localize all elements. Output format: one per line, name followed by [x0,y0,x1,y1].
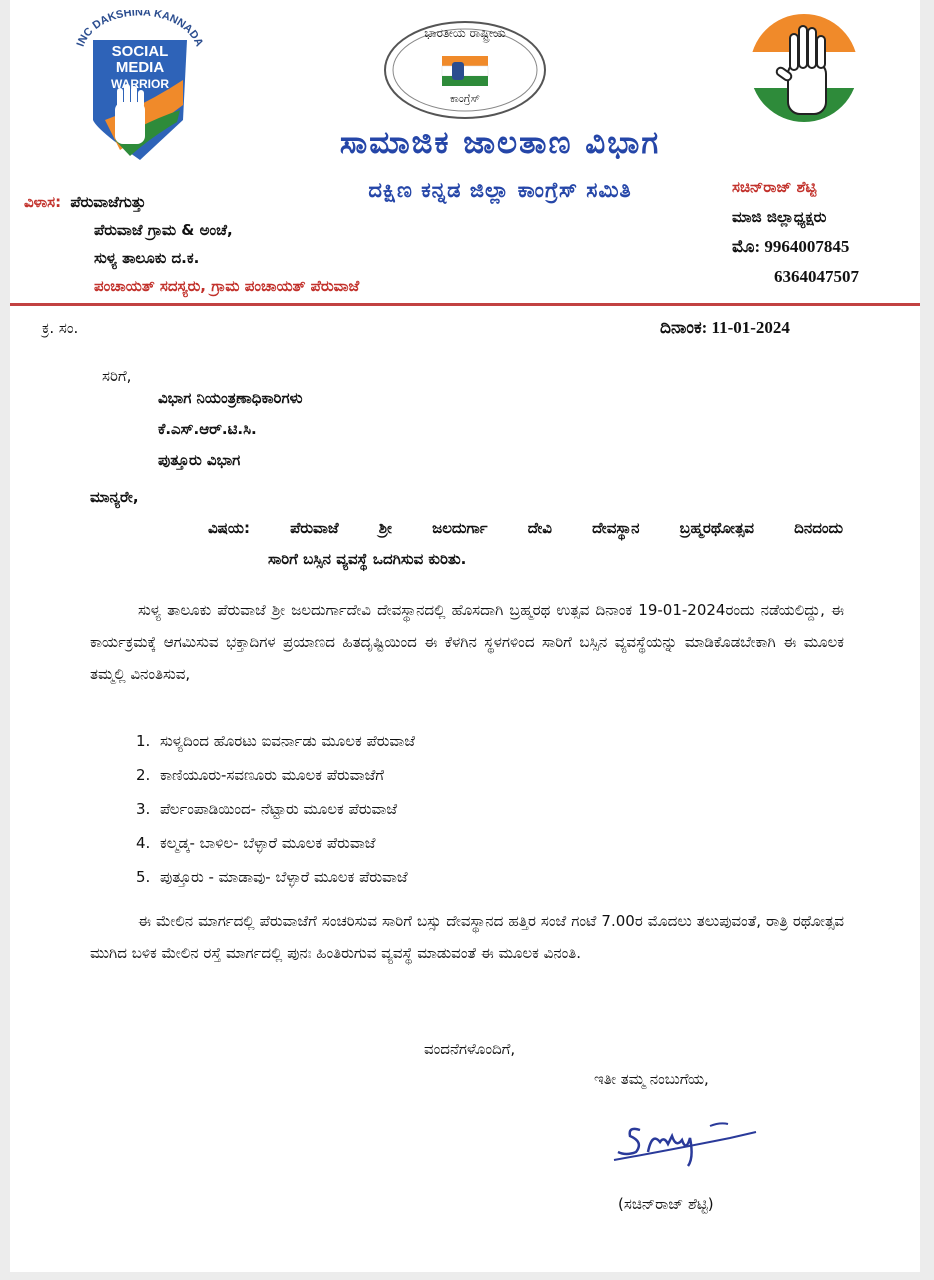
address-line-2: ಪೆರುವಾಜೆ ಗ್ರಾಮ & ಅಂಚೆ, [94,221,233,239]
list-item [136,826,736,860]
list-item [136,792,736,826]
congress-hand-logo [748,12,860,124]
recipient-line-3: ಪುತ್ತೂರು ವಿಭಾಗ [158,451,241,469]
badge-line-social: SOCIAL [111,43,169,60]
address-line-3: ಸುಳ್ಯ ತಾಲೂಕು ದ.ಕ. [94,249,200,267]
routes-list [136,724,736,894]
subject-line-2: ಸಾರಿಗೆ ಬಸ್ಸಿನ ವ್ಯವಸ್ಥೆ ಒದಗಿಸುವ ಕುರಿತು. [268,550,467,568]
body-paragraph-2: ಈ ಮೇಲಿನ ಮಾರ್ಗದಲ್ಲಿ ಪೆರುವಾಜೆಗೆ ಸಂಚರಿಸುವ ಸಾರಿಗೆ ಬಸ್ಸು ದೇವಸ್ಥಾನದ ಹತ್ತಿರ ಸಂಜೆ ಗಂಟೆ 7.00ರ ಮೊದಲು ತಲುಪುವಂತೆ, ರಾತ್ರಿ ರಥೋತ್ಸವ ಮುಗಿದ ಬಳಿಕ ಮೇಲಿನ ರಸ್ತೆ ಮಾರ್ಗದಲ್ಲಿ ಪುನಃ ಹಿಂತಿರುಗುವ ವ್ಯವಸ್ಥೆ ಮಾಡುವಂತೆ ಈ ಮೂಲಕ ವಿನಂತಿ. [90,912,844,962]
list-item-text: ಕಲ್ಮಡ್ಕ- ಬಾಳಿಲ- ಬೆಳ್ಳಾರೆ ಮೂಲಕ ಪೆರುವಾಜೆ [160,834,376,852]
recipient-line-2: ಕೆ.ಎಸ್.ಆರ್.ಟಿ.ಸಿ. [158,420,257,438]
badge-line-warrior: WARRIOR [111,77,169,91]
list-item [136,724,736,758]
sender-phone-2: 6364047507 [774,267,859,286]
salutation: ಮಾನ್ಯರೇ, [90,488,139,506]
recipient-block [158,383,302,476]
list-item-text: ಪೆರ್ಲಂಪಾಡಿಯಿಂದ- ನೆಟ್ಟಾರು ಮೂಲಕ ಪೆರುವಾಜೆ [160,800,398,818]
signatory-name: (ಸಚಿನ್‌ರಾಜ್ ಶೆಟ್ಟಿ) [618,1195,714,1213]
subject-line-1: ವಿಷಯ: ಪೆರುವಾಜೆ ಶ್ರೀ ಜಲದುರ್ಗಾ ದೇವಿ ದೇವಸ್ಥಾನ ಬ್ರಹ್ಮರಥೋತ್ಸವ ದಿನದಂದು [208,519,843,537]
to-label: ಸರಿಗೆ, [102,367,132,385]
list-item-number: 1. [136,732,151,750]
header-divider [10,303,920,306]
committee-title: ದಕ್ಷಿಣ ಕನ್ನಡ ಜಿಲ್ಲಾ ಕಾಂಗ್ರೆಸ್ ಸಮಿತಿ [368,178,632,202]
seal-top-text: ಭಾರತೀಯ ರಾಷ್ಟ್ರೀಯ [424,26,506,40]
sender-info [732,172,912,292]
letter-date: ದಿನಾಂಕ: 11-01-2024 [660,318,790,337]
list-item [136,758,736,792]
closing-yours: ಇತೀ ತಮ್ಮ ನಂಬುಗೆಯ, [594,1070,709,1088]
inc-seal-logo [380,18,550,122]
list-item-number: 3. [136,800,151,818]
closing-regards: ವಂದನೆಗಳೊಂದಿಗೆ, [424,1040,516,1058]
list-item-text: ಪುತ್ತೂರು - ಮಾಡಾವು- ಬೆಳ್ಳಾರೆ ಮೂಲಕ ಪೆರುವಾಜೆ [160,868,408,886]
social-media-warrior-logo [65,10,215,170]
reference-number: ಕ್ರ. ಸಂ. [42,319,79,337]
list-item-text: ಸುಳ್ಯದಿಂದ ಹೊರಟು ಐವರ್ನಾಡು ಮೂಲಕ ಪೆರುವಾಜೆ [160,732,416,750]
list-item-number: 5. [136,868,151,886]
list-item-number: 2. [136,766,151,784]
body-paragraph-1: ಸುಳ್ಯ ತಾಲೂಕು ಪೆರುವಾಜೆ ಶ್ರೀ ಜಲದುರ್ಗಾದೇವಿ ದೇವಸ್ಥಾನದಲ್ಲಿ ಹೊಸದಾಗಿ ಬ್ರಹ್ಮರಥ ಉತ್ಸವ ದಿನಾಂಕ 19-01-2024ರಂದು ನಡೆಯಲಿದ್ದು, ಈ ಕಾರ್ಯಕ್ರಮಕ್ಕೆ ಆಗಮಿಸುವ ಭಕ್ತಾದಿಗಳ ಪ್ರಯಾಣದ ಹಿತದೃಷ್ಟಿಯಿಂದ ಈ ಕೆಳಗಿನ ಸ್ಥಳಗಳಿಂದ ಸಾರಿಗೆ ಬಸ್ಸಿನ ವ್ಯವಸ್ಥೆಯನ್ನು ಮಾಡಿಕೊಡಬೇಕಾಗಿ ಈ ಮೂಲಕ ತಮ್ಮಲ್ಲಿ ವಿನಂತಿಸುವ, [90,601,844,683]
address-role: ಪಂಚಾಯತ್ ಸದಸ್ಯರು, ಗ್ರಾಮ ಪಂಚಾಯತ್ ಪೆರುವಾಜೆ [94,277,360,295]
sender-role: ಮಾಜಿ ಜಿಲ್ಲಾಧ್ಯಕ್ಷರು [732,208,827,226]
badge-line-media: MEDIA [115,59,165,76]
seal-bottom-text: ಕಾಂಗ್ರೆಸ್ [450,92,480,105]
address-block [24,188,359,300]
list-item-text: ಕಾಣಿಯೂರು-ಸವಣೂರು ಮೂಲಕ ಪೆರುವಾಜೆಗೆ [160,766,385,784]
address-label: ವಿಳಾಸ: [24,193,62,211]
handwritten-signature [610,1112,760,1172]
address-line-1: ಪೆರುವಾಜೆಗುತ್ತು [70,193,146,211]
recipient-line-1: ವಿಭಾಗ ನಿಯಂತ್ರಣಾಧಿಕಾರಿಗಳು [158,389,303,407]
department-title: ಸಾಮಾಜಿಕ ಜಾಲತಾಣ ವಿಭಾಗ [339,125,661,161]
svg-text:INC DAKSHINA KANNADA: INC DAKSHINA KANNADA [74,10,206,49]
letter-page [10,0,920,1272]
list-item [136,860,736,894]
list-item-number: 4. [136,834,151,852]
sender-phone-1: ಮೊ: 9964007845 [732,237,850,256]
sender-name: ಸಚಿನ್‌ರಾಜ್ ಶೆಟ್ಟಿ [732,178,817,196]
